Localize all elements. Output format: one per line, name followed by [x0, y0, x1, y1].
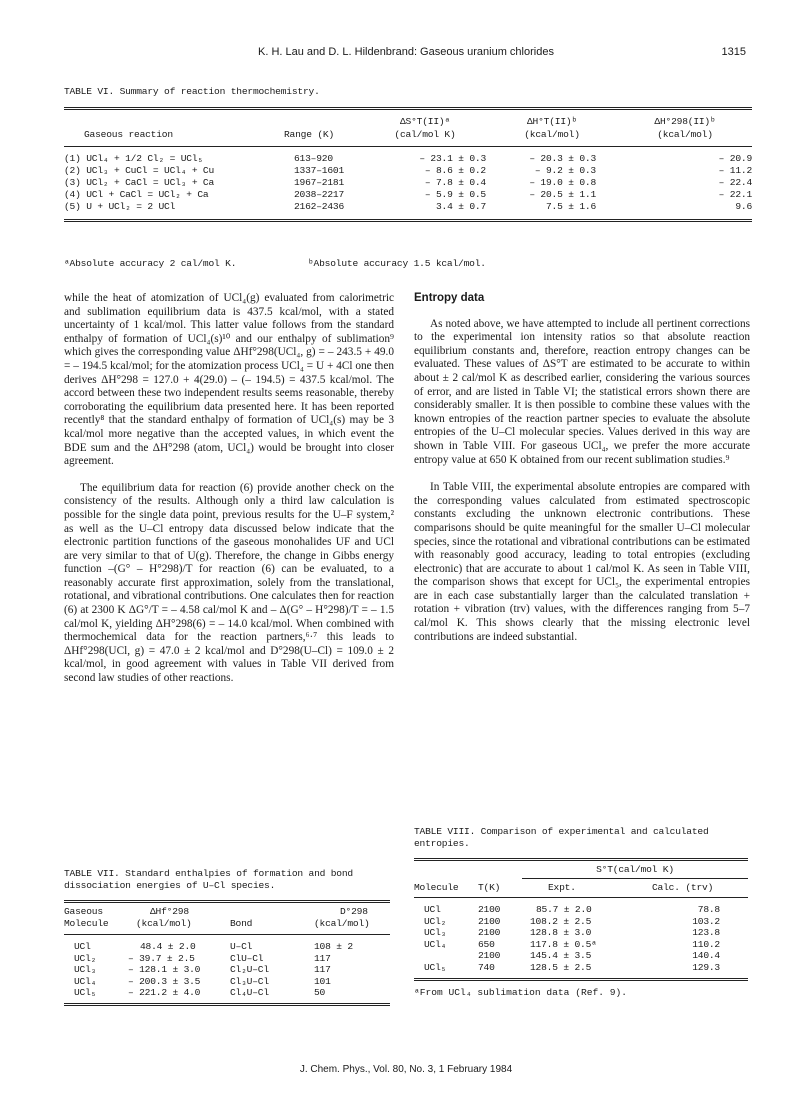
- left-paragraph-2: The equilibrium data for reaction (6) provide another check on the consistency of the results. Although only a third law calculation is possible for the single data point, previous results for the U–F system,² as well as the U–Cl entropy data discussed below indicate that the electronic partition functions of the gaseous monohalides UF and UCl are very similar to that of U(g). Therefore, the change in Gibbs energy function –(G° – H°298)/T for reaction (6) can be evaluated, to a reasonably accurate first approximation, solely from the translational, rotational, and vibrational contributions. One calculates then for reaction (6) at 2300 K ΔG°/T = – 4.58 cal/mol K and – Δ(G° – H°298)/T = – 1.5 cal/mol K, yielding ΔH°298(6) = – 14.0 kcal/mol. When combined with thermochemical data for the reaction partners,⁶·⁷ this leads to ΔHf°298(UCl, g) = 47.0 ± 2 kcal/mol and D°298(U–Cl) = 109.0 ± 2 kcal/mol, in good agreement with values in Table VII derived from second law studies of other reactions.: [64, 481, 394, 685]
- col-delta-h-label: ΔH°T(II)ᵇ: [526, 116, 577, 127]
- range-cell: 2038–2217: [294, 189, 345, 200]
- experimental-cell: 128.5 ± 2.5: [530, 961, 592, 973]
- temperature-cell: 2100: [478, 904, 501, 915]
- experimental-cell: 108.2 ± 2.5: [530, 915, 592, 927]
- table-vii: [64, 868, 390, 1006]
- col-d298-label: D°298: [340, 906, 368, 917]
- delta-h-cell: – 19.0 ± 0.8: [529, 177, 596, 188]
- col-group-entropy: S°T(cal/mol K): [522, 861, 748, 879]
- table-viii-header-row: [414, 879, 748, 898]
- table-vii-grid: [64, 903, 390, 934]
- calculated-cell: 78.8: [697, 904, 720, 915]
- col-delta-h: [486, 110, 618, 146]
- table-vii-body: [64, 941, 390, 999]
- temperature-cell: 2100: [478, 950, 501, 962]
- col-gaseous-reaction: Gaseous reaction: [84, 129, 173, 140]
- molecule-cell: UCl₄: [74, 975, 97, 987]
- molecule-cell: UCl₅: [74, 987, 97, 999]
- col-delta-s-label: ΔS°T(II)ᵃ: [399, 116, 450, 127]
- delta-s-cell: – 8.6 ± 0.2: [424, 165, 486, 176]
- table-row: [64, 189, 752, 201]
- table-viii: [414, 826, 748, 998]
- delta-s-cell: – 7.8 ± 0.4: [424, 177, 486, 188]
- molecule-cell: UCl: [74, 941, 91, 952]
- table-row: [414, 950, 748, 962]
- table-viii-footnote: ᵃFrom UCl₄ sublimation data (Ref. 9).: [414, 986, 628, 998]
- range-cell: 613–920: [294, 153, 333, 164]
- reaction-cell: (3) UCl₂ + CaCl = UCl₃ + Ca: [64, 177, 215, 188]
- table-row: [64, 964, 390, 976]
- table-row: [64, 941, 390, 953]
- calculated-cell: 103.2: [692, 915, 720, 927]
- calculated-cell: 129.3: [692, 961, 720, 973]
- col-experimental: Expt.: [548, 882, 576, 893]
- d298-cell: 101: [314, 975, 331, 987]
- col-molecule-line-2: Molecule: [64, 918, 109, 929]
- molecule-cell: UCl: [424, 904, 441, 915]
- running-title: K. H. Lau and D. L. Hildenbrand: Gaseous uranium chlorides: [258, 46, 554, 58]
- bond-cell: Cl₃U–Cl: [230, 975, 269, 987]
- molecule-cell: UCl₂: [424, 915, 447, 927]
- delta-h-cell: – 20.5 ± 1.1: [529, 189, 596, 200]
- temperature-cell: 740: [478, 961, 495, 973]
- col-enthalpy-unit: (kcal/mol): [136, 918, 192, 929]
- col-delta-s: [364, 110, 486, 146]
- table-viii-header-rule: [414, 897, 748, 898]
- temperature-cell: 650: [478, 938, 495, 950]
- left-paragraph-1: while the heat of atomization of UCl₄(g) evaluated from calorimetric and sublimation equilibrium data is 437.5 kcal/mol, with a stated uncertainty of 1 kcal/mol. This latter value follows from the standard enthalpy of formation of UCl₄(s)¹⁰ and our enthalpy of sublimation⁹ which gives the corresponding value ΔHf°298(UCl₄, g) = – 243.5 + 49.0 = – 194.5 kcal/mol; for the atomization process UCl₄ = U + 4Cl one then derives ΔH°298 = 127.0 + 4(29.0) – (– 194.5) = 437.5 kcal/mol. The accord between these two independent results seems reasonable, thereby corroborating the equilibrium data presented here. It has been reported recently⁸ that the standard enthalpy of formation of UCl₄(s) may be 3 kcal/mol more negative than the accepted values, in which event the BDE sum and the ΔH°298 (atom, UCl₄) would be brought into closer agreement.: [64, 292, 394, 468]
- d298-cell: 117: [314, 964, 331, 976]
- experimental-cell: 85.7 ± 2.0: [536, 904, 592, 915]
- left-text-column: [64, 292, 394, 686]
- d298-cell: 108 ± 2: [314, 941, 353, 952]
- bond-cell: ClU–Cl: [230, 952, 264, 964]
- temperature-cell: 2100: [478, 915, 501, 927]
- table-vii-caption: TABLE VII. Standard enthalpies of formation and bond dissociation energies of U–Cl species.: [64, 868, 353, 891]
- table-viii-body: [414, 904, 748, 974]
- table-row: [64, 177, 752, 189]
- delta-h298-cell: – 20.9: [718, 153, 752, 164]
- reaction-cell: (1) UCl₄ + 1/2 Cl₂ = UCl₅: [64, 153, 203, 164]
- experimental-cell: 128.8 ± 3.0: [530, 927, 592, 939]
- table-vi-footnote-b: ᵇAbsolute accuracy 1.5 kcal/mol.: [308, 258, 486, 269]
- col-delta-h298-unit: (kcal/mol): [657, 129, 713, 140]
- table-vi-body: [64, 153, 752, 213]
- table-row: [64, 153, 752, 165]
- table-viii-caption: TABLE VIII. Comparison of experimental and calculated entropies.: [414, 826, 709, 849]
- running-header: [66, 46, 746, 62]
- experimental-cell: 145.4 ± 3.5: [530, 950, 592, 962]
- right-text-column: [414, 292, 750, 644]
- table-vii-bottom-rule: [64, 1003, 390, 1006]
- right-paragraph-2: In Table VIII, the experimental absolute entropies are compared with the corresponding values calculated from estimated spectroscopic constants excluding the unknown electronic contributions. These comparisons should be quite meaningful for the smaller U–Cl molecular species, since the rotational and vibrational contributions can be estimated with reasonably good accuracy, leading to total entropies (excluding electronic) that are accurate to about 1 cal/mol K. As seen in Table VIII, the comparison shows that except for UCl₅, the experimental entropies are in each case substantially larger than the calculated translation + rotation + vibration (trv) values, with the differences ranging from 5–7 cal/mol K. This shows clearly that the missing electronic level contributions are indeed substantial.: [414, 481, 750, 643]
- table-vi-footnote-a: ᵃAbsolute accuracy 2 cal/mol K.: [64, 258, 237, 269]
- col-temperature: T(K): [478, 882, 501, 893]
- col-enthalpy-formation: [136, 903, 230, 934]
- molecule-cell: UCl₃: [424, 927, 447, 939]
- range-cell: 2162–2436: [294, 201, 345, 212]
- col-molecule-line-1: Gaseous: [64, 906, 103, 917]
- table-row: [414, 916, 748, 928]
- reaction-cell: (2) UCl₃ + CuCl = UCl₄ + Cu: [64, 165, 215, 176]
- table-vi-header-row: [64, 110, 752, 146]
- reaction-cell: (5) U + UCl₂ = 2 UCl: [64, 201, 176, 212]
- enthalpy-cell: 48.4 ± 2.0: [140, 941, 196, 952]
- page-number: 1315: [721, 46, 746, 58]
- calculated-cell: 140.4: [692, 950, 720, 962]
- section-heading-entropy-data: Entropy data: [414, 292, 485, 304]
- table-row: [414, 904, 748, 916]
- right-paragraph-1: As noted above, we have attempted to include all pertinent corrections to the experimental ion intensity ratios so that absolute reaction equilibrium constants and, therefore, reaction entropy changes can be evaluated. These values of ΔS°T are estimated to be accurate to within about ± 2 cal/mol K as described earlier, considering the various sources of error, and are listed in Table VI; the statistical errors shown there are considerably smaller. It is then possible to combine these values with the known entropies of the reaction partner species to evaluate the absolute entropies of the U–Cl molecular species. Values derived in this way are shown in Table VIII. For gaseous UCl₄, we prefer the more accurate entropy value at 650 K obtained from our recent sublimation studies.⁹: [414, 317, 750, 466]
- enthalpy-cell: – 200.3 ± 3.5: [128, 975, 201, 987]
- delta-s-cell: – 5.9 ± 0.5: [424, 189, 486, 200]
- delta-s-cell: – 23.1 ± 0.3: [419, 153, 486, 164]
- col-delta-s-unit: (cal/mol K): [394, 129, 456, 140]
- table-viii-bottom-rule: [414, 978, 748, 981]
- col-d298: [314, 903, 390, 934]
- range-cell: 1337–1601: [294, 165, 345, 176]
- col-calculated: Calc. (trv): [652, 882, 714, 893]
- table-vii-header-rule: [64, 934, 390, 935]
- calculated-cell: 123.8: [692, 927, 720, 939]
- table-row: [64, 201, 752, 213]
- table-viii-grid: [414, 861, 748, 897]
- col-delta-h298-label: ΔH°298(II)ᵇ: [654, 116, 716, 127]
- col-delta-h-unit: (kcal/mol): [524, 129, 580, 140]
- molecule-cell: UCl₃: [74, 964, 97, 976]
- col-molecule: [64, 903, 136, 934]
- col-delta-h298: [618, 110, 752, 146]
- temperature-cell: 2100: [478, 927, 501, 939]
- d298-cell: 117: [314, 952, 331, 964]
- col-molecule: Molecule: [414, 882, 459, 893]
- d298-cell: 50: [314, 987, 326, 999]
- calculated-cell: 110.2: [692, 938, 720, 950]
- delta-h-cell: – 20.3 ± 0.3: [529, 153, 596, 164]
- delta-h298-cell: – 22.1: [718, 189, 752, 200]
- molecule-cell: UCl₄: [424, 938, 447, 950]
- table-viii-group-row: [414, 861, 748, 879]
- table-row: [414, 939, 748, 951]
- col-bond-label: Bond: [230, 918, 253, 929]
- molecule-cell: UCl₂: [74, 952, 97, 964]
- bond-cell: Cl₄U–Cl: [230, 987, 269, 999]
- table-vi-grid: [64, 110, 752, 146]
- table-row: [414, 927, 748, 939]
- delta-h-cell: 7.5 ± 1.6: [545, 201, 596, 212]
- molecule-cell: [414, 950, 478, 962]
- col-d298-unit: (kcal/mol): [314, 918, 370, 929]
- table-vi: [64, 86, 752, 222]
- table-row: [64, 987, 390, 999]
- bond-cell: Cl₂U–Cl: [230, 964, 269, 976]
- col-enthalpy-label: ΔHf°298: [150, 906, 189, 917]
- table-vii-header-row: [64, 903, 390, 934]
- col-range: Range (K): [283, 129, 334, 140]
- delta-h-cell: – 9.2 ± 0.3: [534, 165, 596, 176]
- delta-h298-cell: 9.6: [735, 201, 752, 212]
- table-row: [64, 165, 752, 177]
- delta-h298-cell: – 11.2: [718, 165, 752, 176]
- table-vi-bottom-rule: [64, 219, 752, 222]
- journal-footer: J. Chem. Phys., Vol. 80, No. 3, 1 February 1984: [299, 1064, 513, 1075]
- delta-h298-cell: – 22.4: [718, 177, 752, 188]
- col-bond: [230, 903, 314, 934]
- enthalpy-cell: – 39.7 ± 2.5: [128, 952, 195, 964]
- table-row: [414, 962, 748, 974]
- range-cell: 1967–2181: [294, 177, 345, 188]
- enthalpy-cell: – 128.1 ± 3.0: [128, 964, 201, 976]
- molecule-cell: UCl₅: [424, 961, 447, 973]
- bond-cell: U–Cl: [230, 941, 253, 952]
- enthalpy-cell: – 221.2 ± 4.0: [128, 987, 201, 999]
- table-vi-header-rule: [64, 146, 752, 147]
- experimental-cell: 117.8 ± 0.5ᵃ: [530, 938, 597, 950]
- table-vi-caption: TABLE VI. Summary of reaction thermochemistry.: [64, 86, 320, 97]
- table-row: [64, 953, 390, 965]
- reaction-cell: (4) UCl + CaCl = UCl₂ + Ca: [64, 189, 209, 200]
- table-row: [64, 976, 390, 988]
- delta-s-cell: 3.4 ± 0.7: [435, 201, 486, 212]
